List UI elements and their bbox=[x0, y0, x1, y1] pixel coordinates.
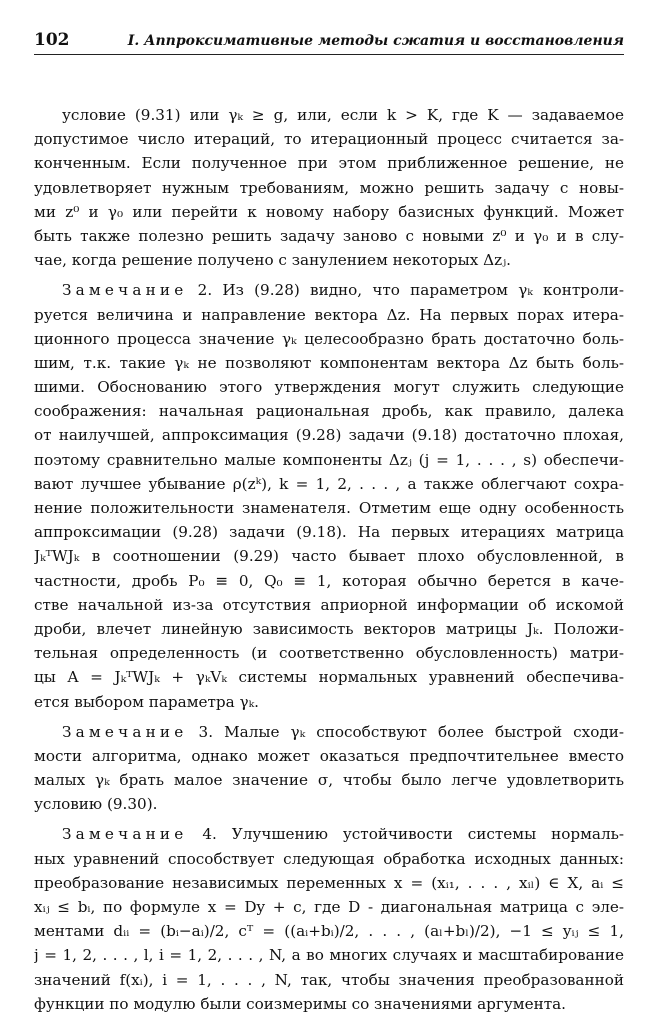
page-number: 102 bbox=[34, 30, 70, 50]
line-text: мости алгоритма, однако может оказаться предпочтительнее вместо bbox=[34, 746, 624, 765]
text-line bbox=[34, 151, 624, 175]
line-text: малых γₖ брать малое значение σ, чтобы было легче удовлетворить bbox=[34, 771, 624, 790]
text-line bbox=[34, 303, 624, 327]
line-text: руется величина и направление вектора Δz. На первых порах итера- bbox=[34, 305, 624, 324]
line-text: быть также полезно решить задачу заново с новыми z⁰ и γ₀ и в слу- bbox=[34, 226, 624, 245]
line-text: функции по модулю были соизмеримы со значениями аргумента. bbox=[34, 994, 567, 1013]
text-line bbox=[34, 690, 624, 714]
line-text: преобразование независимых переменных x = (xᵢ₁, . . . , xᵢₗ) ∈ X, aᵢ ≤ bbox=[34, 873, 624, 892]
paragraph bbox=[34, 278, 624, 713]
text-line bbox=[34, 544, 624, 568]
text-line bbox=[34, 593, 624, 617]
text-line bbox=[34, 943, 624, 967]
text-line bbox=[34, 665, 624, 689]
line-text: тельная определенность (и соответственно обусловленность) матри- bbox=[34, 644, 624, 663]
text-line bbox=[34, 822, 624, 846]
line-text: ется выбором параметра γₖ. bbox=[34, 692, 259, 711]
text-line bbox=[34, 176, 624, 200]
text-line bbox=[34, 248, 624, 272]
remark-label: Замечание bbox=[62, 825, 188, 844]
line-text: от наилучшей, аппроксимация (9.28) задачи (9.18) достаточно плохая, bbox=[34, 426, 624, 445]
text-line bbox=[34, 919, 624, 943]
line-text: допустимое число итераций, то итерационный процесс считается за- bbox=[34, 130, 624, 149]
line-text: ционного процесса значение γₖ целесообразно брать достаточно боль- bbox=[34, 329, 624, 348]
text-line bbox=[34, 327, 624, 351]
text-line bbox=[34, 871, 624, 895]
text-line bbox=[34, 992, 624, 1016]
remark-label: Замечание bbox=[62, 722, 188, 741]
line-text: JₖᵀWJₖ в соотношении (9.29) часто бывает плохо обусловленной, в bbox=[34, 547, 624, 566]
line-text: чае, когда решение получено с занулением некоторых Δzⱼ. bbox=[34, 251, 511, 270]
line-text: шими. Обоснованию этого утверждения могут служить следующие bbox=[34, 378, 624, 397]
text-line bbox=[34, 127, 624, 151]
line-text: xᵢⱼ ≤ bᵢ, по формуле x = Dy + c, где D - диагональная матрица с эле- bbox=[34, 898, 624, 916]
line-text: удовлетворяет нужным требованиям, можно решить задачу с новы- bbox=[34, 178, 624, 197]
paragraph bbox=[34, 103, 624, 272]
text-line bbox=[34, 375, 624, 399]
text-line bbox=[34, 103, 624, 127]
line-text: поэтому сравнительно малые компоненты Δzⱼ (j = 1, . . . , s) обеспечи- bbox=[34, 450, 624, 469]
line-text: ментами dᵢᵢ = (bᵢ−aᵢ)/2, cᵀ = ((aᵢ+bᵢ)/2, . . . , (aₗ+bₗ)/2), −1 ≤ yᵢⱼ ≤ 1, bbox=[34, 922, 624, 941]
line-text: нение положительности знаменателя. Отметим еще одну особенность bbox=[34, 499, 624, 517]
text-line bbox=[34, 569, 624, 593]
remark-label: Замечание bbox=[62, 281, 188, 300]
line-text: цы A = JₖᵀWJₖ + γₖVₖ системы нормальных уравнений обеспечива- bbox=[34, 668, 624, 687]
text-line bbox=[34, 847, 624, 871]
line-text: стве начальной из-за отсутствия априорной информации об искомой bbox=[34, 595, 624, 614]
line-text: вают лучшее убывание ρ(zᵏ), k = 1, 2, . . . , а также облегчают сохра- bbox=[34, 474, 624, 493]
text-line bbox=[34, 224, 624, 248]
page-header bbox=[34, 30, 624, 55]
line-text: 4. Улучшению устойчивости системы нормаль- bbox=[187, 825, 624, 844]
line-text: частности, дробь P₀ ≡ 0, Q₀ ≡ 1, которая обычно берется в каче- bbox=[34, 571, 624, 590]
text-line bbox=[34, 448, 624, 472]
text-line bbox=[34, 472, 624, 496]
body-text bbox=[34, 103, 624, 1016]
text-line bbox=[34, 520, 624, 544]
text-line bbox=[34, 351, 624, 375]
text-line bbox=[34, 744, 624, 768]
paragraph bbox=[34, 822, 624, 1016]
running-title: I. Аппроксимативные методы сжатия и восстановления bbox=[127, 33, 624, 49]
line-text: дроби, влечет линейную зависимость векторов матрицы Jₖ. Положи- bbox=[34, 619, 624, 638]
line-text: конченным. Если полученное при этом приближенное решение, не bbox=[34, 154, 624, 173]
line-text: аппроксимации (9.28) задачи (9.18). На первых итерациях матрица bbox=[34, 523, 624, 542]
line-text: условие (9.31) или γₖ ≥ g, или, если k > K, где K — задаваемое bbox=[62, 106, 624, 124]
line-text: 2. Из (9.28) видно, что параметром γₖ контроли- bbox=[187, 281, 624, 300]
text-line bbox=[34, 278, 624, 302]
text-line bbox=[34, 968, 624, 992]
text-line bbox=[34, 895, 624, 919]
text-line bbox=[34, 423, 624, 447]
text-line bbox=[34, 792, 624, 816]
line-text: ных уравнений способствует следующая обработка исходных данных: bbox=[34, 849, 624, 868]
text-line bbox=[34, 768, 624, 792]
text-line bbox=[34, 617, 624, 641]
line-text: условию (9.30). bbox=[34, 795, 158, 814]
paragraph bbox=[34, 720, 624, 817]
text-line bbox=[34, 200, 624, 224]
text-line bbox=[34, 399, 624, 423]
line-text: 3. Малые γₖ способствуют более быстрой сходи- bbox=[187, 722, 624, 741]
text-line bbox=[34, 496, 624, 520]
line-text: ми z⁰ и γ₀ или перейти к новому набору базисных функций. Может bbox=[34, 202, 624, 221]
line-text: шим, т.к. такие γₖ не позволяют компонентам вектора Δz быть боль- bbox=[34, 353, 624, 372]
line-text: соображения: начальная рациональная дробь, как правило, далека bbox=[34, 402, 624, 421]
line-text: значений f(xᵢ), i = 1, . . . , N, так, чтобы значения преобразованной bbox=[34, 970, 624, 989]
text-line bbox=[34, 641, 624, 665]
line-text: j = 1, 2, . . . , l, i = 1, 2, . . . , N, а во многих случаях и масштабирование bbox=[34, 946, 624, 965]
text-line bbox=[34, 720, 624, 744]
book-page bbox=[34, 30, 624, 1022]
